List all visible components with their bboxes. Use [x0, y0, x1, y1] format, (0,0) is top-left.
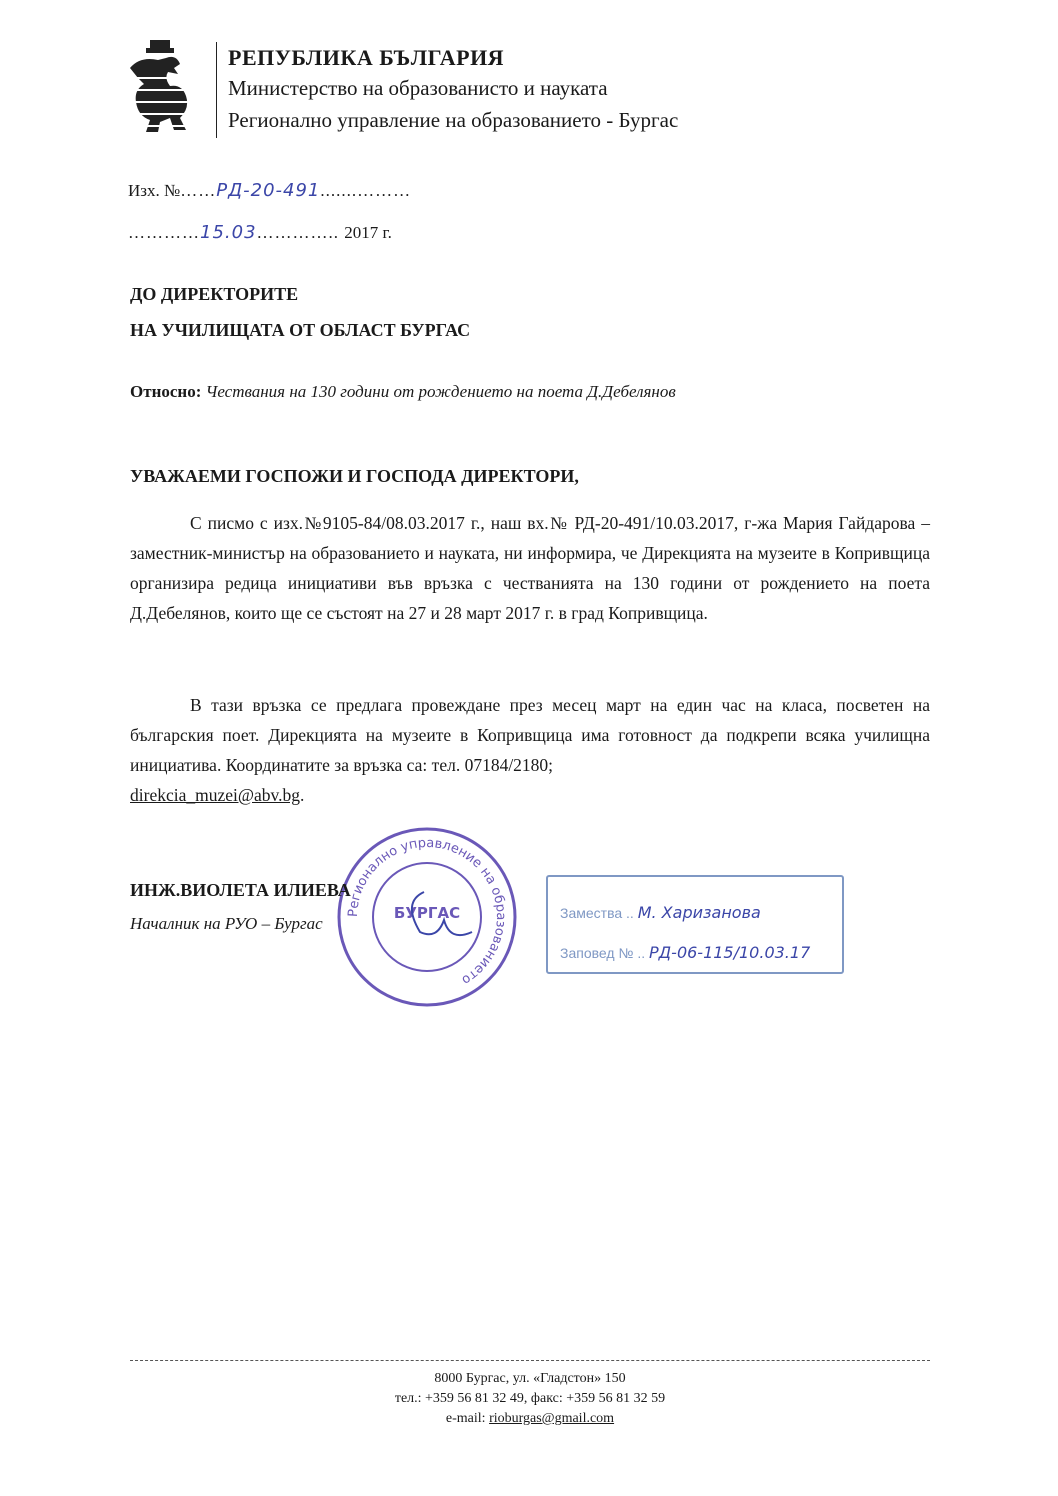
- coat-of-arms-icon: [120, 38, 200, 138]
- order-label: Заповед №: [560, 945, 634, 961]
- seal-center-text: БУРГАС: [393, 904, 461, 922]
- substitute-line: Замества .. М. Харизанова: [560, 903, 761, 922]
- footer-email-line: [130, 1410, 930, 1428]
- museum-email-link[interactable]: direkcia_muzei@abv.bg: [130, 785, 300, 805]
- footer-phones: тел.: +359 56 81 32 49, факс: +359 56 81 32 59: [394, 1391, 666, 1406]
- letterhead: [120, 38, 820, 148]
- substitute-name: М. Харизанова: [637, 903, 761, 922]
- body-paragraph-2: [130, 690, 930, 810]
- outgoing-number-line: Изх. №……РД-20-491.......………: [128, 180, 412, 201]
- signatory-name: ИНЖ.ВИОЛЕТА ИЛИЕВА: [130, 880, 351, 900]
- subject-text: Чествания на 130 години от рождението на поета Д.Дебелянов: [205, 382, 676, 401]
- official-seal: [332, 822, 522, 1012]
- addressee-line-2: НА УЧИЛИЩАТА ОТ ОБЛАСТ БУРГАС: [130, 320, 471, 340]
- subject-line: [130, 382, 676, 402]
- substitute-stamp: [546, 875, 844, 974]
- footer-divider: [130, 1360, 930, 1361]
- footer-email-link[interactable]: rioburgas@gmail.com: [489, 1411, 615, 1426]
- subject-label: Относно:: [130, 382, 202, 401]
- regional-office-name: Регионално управление на образованието - Бургас: [228, 108, 679, 132]
- paragraph-2-text: В тази връзка се предлага провеждане през месец март на един час на класа, посветен на българския поет. Дирекцията на музеите в Копривщица има готовност да подкрепи всяка училищна инициатива. Координатите за връзка са: тел. 07184/2180;: [130, 695, 930, 775]
- substitute-label: Замества: [560, 905, 623, 921]
- footer-address: 8000 Бургас, ул. «Гладстон» 150: [434, 1371, 626, 1386]
- date-line: …………15.03………….. 2017 г.: [128, 222, 392, 243]
- country-name: РЕПУБЛИКА БЪЛГАРИЯ: [228, 45, 505, 70]
- header-divider: [216, 42, 217, 138]
- email-suffix: .: [299, 785, 305, 805]
- date-value: 15.03: [200, 222, 257, 243]
- body-paragraph-1: [130, 508, 930, 628]
- order-line: Заповед № .. РД-06-115/10.03.17: [560, 943, 811, 962]
- footer-email-label: e-mail:: [445, 1411, 490, 1426]
- date-year: 2017 г.: [344, 223, 392, 242]
- seal-ring-text: Регионално управление на образованието: [345, 835, 509, 988]
- paragraph-1-text: С писмо с изх.№9105-84/08.03.2017 г., наш вх.№ РД-20-491/10.03.2017, г-жа Мария Гайдарова – заместник-министър на образованието и науката, ни информира, че Дирекцията на музеите в Копривщица организира редица инициативи във връзка с честванията на 130 години от рождението на поета Д.Дебелянов, които ще се състоят на 27 и 28 март 2017 г. в град Копривщица.: [130, 513, 930, 623]
- addressee-line-1: ДО ДИРЕКТОРИТЕ: [130, 284, 299, 304]
- outgoing-number-value: РД-20-491: [216, 180, 321, 201]
- salutation: УВАЖАЕМИ ГОСПОЖИ И ГОСПОДА ДИРЕКТОРИ,: [130, 466, 579, 486]
- ministry-name: Министерство на образованисто и науката: [228, 76, 608, 100]
- outgoing-number-label: Изх. №: [128, 181, 181, 200]
- signatory-title: Началник на РУО – Бургас: [130, 914, 323, 933]
- order-number: РД-06-115/10.03.17: [649, 943, 811, 962]
